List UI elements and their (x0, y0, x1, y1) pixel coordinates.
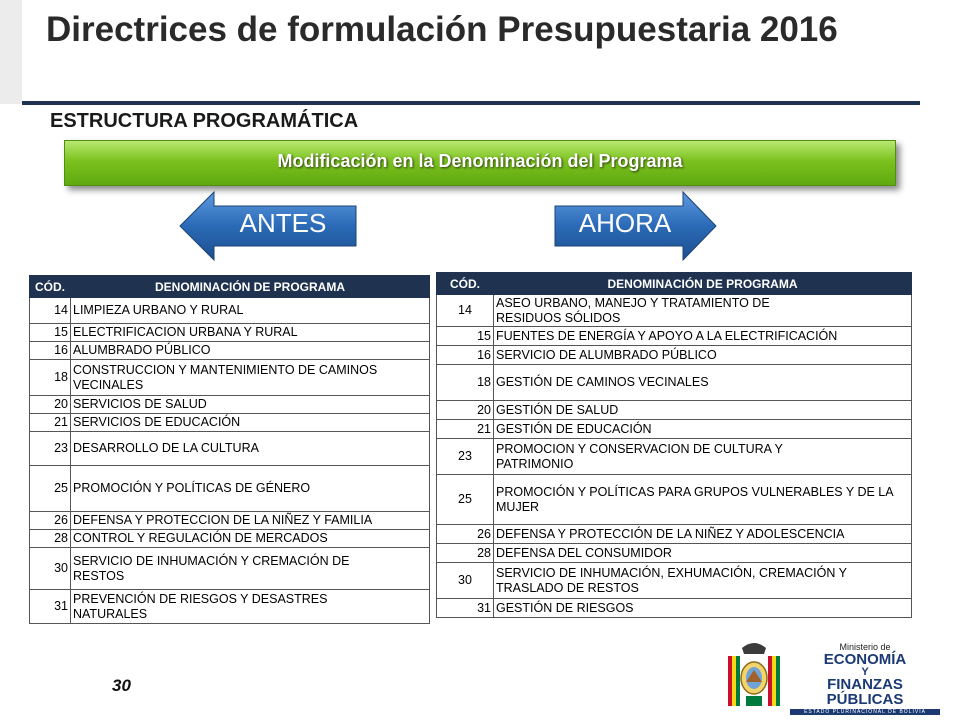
table-row (437, 295, 912, 327)
table-row (30, 324, 430, 342)
logo-ministerio: Ministerio de (839, 642, 891, 652)
table-row (30, 298, 430, 324)
table-row (437, 599, 912, 618)
table-row (30, 466, 430, 512)
row-code: 20 (437, 401, 494, 420)
row-code: 21 (30, 414, 71, 432)
row-name: SERVICIO DE INHUMACIÓN Y CREMACIÓN DE RESTOS (71, 548, 430, 590)
table-row (437, 544, 912, 563)
row-code: 25 (30, 466, 71, 512)
table-row (30, 360, 430, 396)
table-row (437, 346, 912, 365)
row-code: 31 (437, 599, 494, 618)
row-code: 23 (437, 439, 494, 475)
row-name: GESTIÓN DE EDUCACIÓN (494, 420, 912, 439)
row-name: LIMPIEZA URBANO Y RURAL (71, 298, 430, 324)
row-code: 25 (437, 475, 494, 525)
header-code: CÓD. (30, 276, 71, 298)
row-name: PREVENCIÓN DE RIESGOS Y DESASTRES NATURALES (71, 590, 430, 624)
row-code: 26 (30, 512, 71, 530)
coat-of-arms-icon (724, 640, 784, 712)
row-name: SERVICIO DE INHUMACIÓN, EXHUMACIÓN, CREMACIÓN Y TRASLADO DE RESTOS (494, 563, 912, 599)
table-header-row (30, 276, 430, 298)
row-name: SERVICIO DE ALUMBRADO PÚBLICO (494, 346, 912, 365)
table-row (30, 342, 430, 360)
row-code: 15 (437, 327, 494, 346)
table-row (437, 327, 912, 346)
table-row (437, 420, 912, 439)
table-row (30, 432, 430, 466)
page-title: Directrices de formulación Presupuestaria 2016 (46, 10, 838, 49)
row-code: 20 (30, 396, 71, 414)
logo-y: Y (861, 666, 869, 678)
table-row (30, 530, 430, 548)
logo-finanzas: FINANZAS PÚBLICAS (826, 676, 904, 708)
table-row (30, 512, 430, 530)
page-number: 30 (112, 676, 131, 695)
row-name: SERVICIOS DE EDUCACIÓN (71, 414, 430, 432)
row-code: 28 (437, 544, 494, 563)
row-code: 28 (30, 530, 71, 548)
row-name: SERVICIOS DE SALUD (71, 396, 430, 414)
table-row (437, 401, 912, 420)
row-name: DEFENSA Y PROTECCIÓN DE LA NIÑEZ Y ADOLESCENCIA (494, 525, 912, 544)
row-name: CONTROL Y REGULACIÓN DE MERCADOS (71, 530, 430, 548)
modification-banner (64, 140, 896, 186)
row-name: GESTIÓN DE CAMINOS VECINALES (494, 365, 912, 401)
row-code: 30 (30, 548, 71, 590)
row-code: 23 (30, 432, 71, 466)
ahora-label: AHORA (578, 208, 672, 238)
row-name: DEFENSA DEL CONSUMIDOR (494, 544, 912, 563)
row-name: PROMOCIÓN Y POLÍTICAS DE GÉNERO (71, 466, 430, 512)
row-name: PROMOCIÓN Y POLÍTICAS PARA GRUPOS VULNERABLES Y DE LA MUJER (494, 475, 912, 525)
row-name: ALUMBRADO PÚBLICO (71, 342, 430, 360)
row-name: DESARROLLO DE LA CULTURA (71, 432, 430, 466)
table-row (30, 396, 430, 414)
section-subtitle: ESTRUCTURA PROGRAMÁTICA (50, 110, 359, 132)
row-name: GESTIÓN DE SALUD (494, 401, 912, 420)
row-name: DEFENSA Y PROTECCION DE LA NIÑEZ Y FAMILIA (71, 512, 430, 530)
table-row (437, 439, 912, 475)
table-header-row (437, 273, 912, 295)
header-name: DENOMINACIÓN DE PROGRAMA (494, 273, 912, 295)
row-code: 15 (30, 324, 71, 342)
row-code: 18 (30, 360, 71, 396)
header-code: CÓD. (437, 273, 494, 295)
logo-economia: ECONOMÍA (823, 651, 907, 668)
table-row (437, 475, 912, 525)
row-code: 31 (30, 590, 71, 624)
table-row (30, 548, 430, 590)
row-code: 14 (437, 295, 494, 327)
row-code: 16 (30, 342, 71, 360)
row-name: ASEO URBANO, MANEJO Y TRATAMIENTO DE RESIDUOS SÓLIDOS (494, 295, 912, 327)
banner-text: Modificación en la Denominación del Programa (277, 151, 683, 171)
ministry-logo (790, 642, 940, 715)
table-row (30, 590, 430, 624)
row-code: 21 (437, 420, 494, 439)
header-name: DENOMINACIÓN DE PROGRAMA (71, 276, 430, 298)
title-divider (22, 101, 920, 105)
logo-estado: ESTADO PLURINACIONAL DE BOLIVIA (790, 709, 940, 715)
row-name: GESTIÓN DE RIESGOS (494, 599, 912, 618)
table-row (437, 563, 912, 599)
row-code: 14 (30, 298, 71, 324)
left-accent-strip (0, 0, 22, 104)
row-name: ELECTRIFICACION URBANA Y RURAL (71, 324, 430, 342)
table-row (30, 414, 430, 432)
row-code: 26 (437, 525, 494, 544)
antes-table (29, 275, 430, 624)
row-name: FUENTES DE ENERGÍA Y APOYO A LA ELECTRIFICACIÓN (494, 327, 912, 346)
row-code: 16 (437, 346, 494, 365)
table-row (437, 365, 912, 401)
row-code: 30 (437, 563, 494, 599)
row-name: CONSTRUCCION Y MANTENIMIENTO DE CAMINOS VECINALES (71, 360, 430, 396)
ahora-table (436, 272, 912, 618)
row-name: PROMOCION Y CONSERVACION DE CULTURA Y PATRIMONIO (494, 439, 912, 475)
row-code: 18 (437, 365, 494, 401)
table-row (437, 525, 912, 544)
antes-label: ANTES (239, 208, 327, 238)
